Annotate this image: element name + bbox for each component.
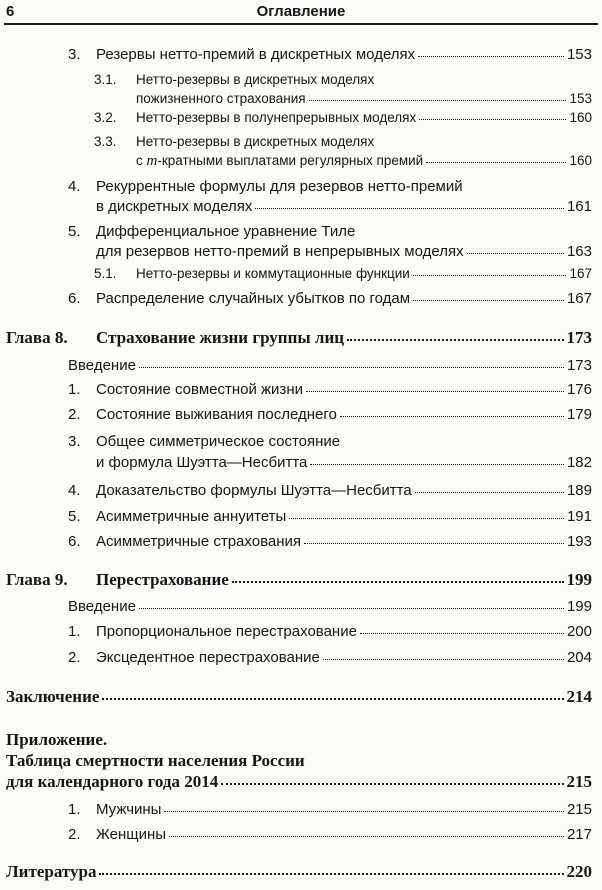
m-symbol: m [146,153,158,169]
entry-number: 2. [68,406,81,423]
page-ref: 153 [566,46,592,63]
entry-title: Распределение случайных убытков по годам [96,290,411,307]
toc-entry-3-3-line2[interactable] [136,153,592,170]
dot-leader [221,783,563,785]
toc-entry-ch9-1[interactable] [68,623,592,640]
dot-leader [169,836,564,837]
dot-leader [418,56,564,57]
page-ref: 163 [566,243,592,260]
entry-number: 2. [68,649,81,666]
dot-leader [467,253,564,254]
page-ref: 153 [569,91,592,106]
dot-leader [340,416,564,417]
entry-number: 5.1. [94,266,117,281]
toc-entry-app-1[interactable] [68,801,592,818]
dot-leader [360,633,564,634]
toc-entry-3[interactable] [68,46,592,63]
entry-number: 3. [68,433,81,450]
entry-number: 3.3. [94,134,117,149]
suffix-text: -кратными выплатами регулярных премий [157,153,424,168]
entry-number: 4. [68,482,81,499]
dot-leader [347,339,563,341]
toc-entry-3-1-line1[interactable] [94,72,374,87]
entry-number: 3.2. [94,110,117,125]
page-header [0,0,602,26]
entry-title: Общее симметрическое состояние [96,433,341,450]
prefix-text: с [136,153,147,168]
dot-leader [309,100,567,101]
page-title: Оглавление [256,3,346,20]
dot-leader [306,391,564,392]
toc-entry-3-1-line2[interactable] [136,91,592,106]
section-title: Заключение [6,687,100,706]
dot-leader [304,543,564,544]
toc-entry-ch8-5[interactable] [68,508,592,525]
header-rule [4,23,598,25]
dot-leader [164,811,564,812]
entry-title-cont: для резервов нетто-премий в непрерывных моделях [96,243,464,260]
page-ref: 160 [569,110,592,125]
entry-title: Состояние совместной жизни [96,381,303,398]
entry-number: 5. [68,223,81,240]
dot-leader [255,208,564,209]
entry-number: 5. [68,508,81,525]
page-ref: 215 [566,772,592,791]
dot-leader [310,464,564,465]
entry-title: Женщины [96,826,167,843]
page-ref: 179 [566,406,592,423]
dot-leader [102,698,563,700]
entry-title: Нетто-резервы в дискретных моделях [136,134,375,149]
page-ref: 199 [566,570,592,589]
toc-entry-3-2[interactable] [94,110,592,125]
entry-number: 1. [68,801,81,818]
entry-title: Эксцедентное перестрахование [96,649,320,666]
page-ref: 214 [566,687,592,706]
toc-appendix-line2[interactable] [6,751,305,771]
chapter-title: Перестрахование [96,570,229,589]
page-ref: 161 [566,198,592,215]
section-title: Литература [6,862,97,881]
entry-title: Рекуррентные формулы для резервов нетто-премий [96,178,463,195]
appendix-label: Приложение. [6,730,108,749]
toc-conclusion[interactable] [6,687,592,707]
toc-literature[interactable] [6,862,592,882]
entry-title: Введение [68,357,136,374]
page-ref: 173 [566,328,592,347]
toc-entry-ch8-4[interactable] [68,482,592,499]
entry-title-cont: и формула Шуэтта—Несбитта [96,454,308,471]
toc-entry-5-line1[interactable] [68,223,355,240]
page-ref: 193 [566,533,592,550]
entry-title: Введение [68,598,136,615]
dot-leader [323,659,564,660]
toc-entry-ch8-2[interactable] [68,406,592,423]
page-ref: 215 [566,801,592,818]
dot-leader [413,275,567,276]
page-ref: 200 [566,623,592,640]
entry-number: 6. [68,533,81,550]
toc-entry-app-2[interactable] [68,826,592,843]
toc-entry-5-line2[interactable] [96,243,592,260]
entry-title: Асимметричные аннуитеты [96,508,287,525]
entry-number: 1. [68,381,81,398]
page-number: 6 [6,3,15,20]
chapter-label: Глава 8. [6,328,68,347]
toc-entry-3-3-line1[interactable] [94,134,374,149]
toc-chapter-8[interactable] [6,328,592,348]
page-ref: 217 [566,826,592,843]
page-ref: 173 [566,357,592,374]
toc-entry-ch8-3-line2[interactable] [96,454,592,471]
dot-leader [419,119,566,120]
chapter-label: Глава 9. [6,570,68,589]
dot-leader [139,608,564,609]
entry-number: 4. [68,178,81,195]
appendix-title: Таблица смертности населения России [6,751,305,770]
toc-appendix-line1[interactable] [6,730,107,750]
page-ref: 191 [566,508,592,525]
dot-leader [289,518,564,519]
entry-number: 3. [68,46,81,63]
entry-title: Асимметричные страхования [96,533,301,550]
entry-title: Нетто-резервы в дискретных моделях [136,72,375,87]
toc-entry-ch9-intro[interactable] [68,598,592,615]
entry-title: Состояние выживания последнего [96,406,337,423]
toc-entry-ch8-1[interactable] [68,381,592,398]
entry-number: 6. [68,290,81,307]
dot-leader [139,367,564,368]
page-ref: 160 [569,153,592,168]
chapter-title: Страхование жизни группы лиц [96,328,345,347]
entry-title-cont: в дискретных моделях [96,198,253,215]
entry-title-cont [136,153,423,170]
entry-number: 3.1. [94,72,117,87]
entry-number: 1. [68,623,81,640]
page-ref: 167 [566,290,592,307]
entry-title: Дифференциальное уравнение Тиле [96,223,356,240]
toc-entry-4-line2[interactable] [96,198,592,215]
dot-leader [232,581,564,583]
toc-entry-ch9-2[interactable] [68,649,592,666]
page-ref: 189 [566,482,592,499]
entry-title: Доказательство формулы Шуэтта—Несбитта [96,482,412,499]
toc-entry-ch8-3-line1[interactable] [68,433,340,450]
dot-leader [415,492,564,493]
page-ref: 199 [566,598,592,615]
entry-title: Мужчины [96,801,162,818]
page-ref: 204 [566,649,592,666]
page-ref: 182 [566,454,592,471]
toc-entry-6[interactable] [68,290,592,307]
dot-leader [426,162,566,163]
entry-title: Пропорциональное перестрахование [96,623,357,640]
page-ref: 176 [566,381,592,398]
entry-number: 2. [68,826,81,843]
entry-title: Резервы нетто-премий в дискретных моделях [96,46,416,63]
toc-entry-ch8-intro[interactable] [68,357,592,374]
toc-entry-4-line1[interactable] [68,178,463,195]
appendix-title-cont: для календарного года 2014 [6,772,219,791]
toc-chapter-9[interactable] [6,570,592,590]
entry-title: Нетто-резервы и коммутационные функции [136,266,410,281]
toc-appendix-line3[interactable] [6,772,592,792]
toc-entry-ch8-6[interactable] [68,533,592,550]
entry-title-cont: пожизненного страхования [136,91,306,106]
page-ref: 220 [566,862,592,881]
dot-leader [99,873,563,875]
entry-title: Нетто-резервы в полунепрерывных моделях [136,110,417,125]
page-ref: 167 [569,266,592,281]
toc-entry-5-1[interactable] [94,266,592,281]
dot-leader [413,300,564,301]
